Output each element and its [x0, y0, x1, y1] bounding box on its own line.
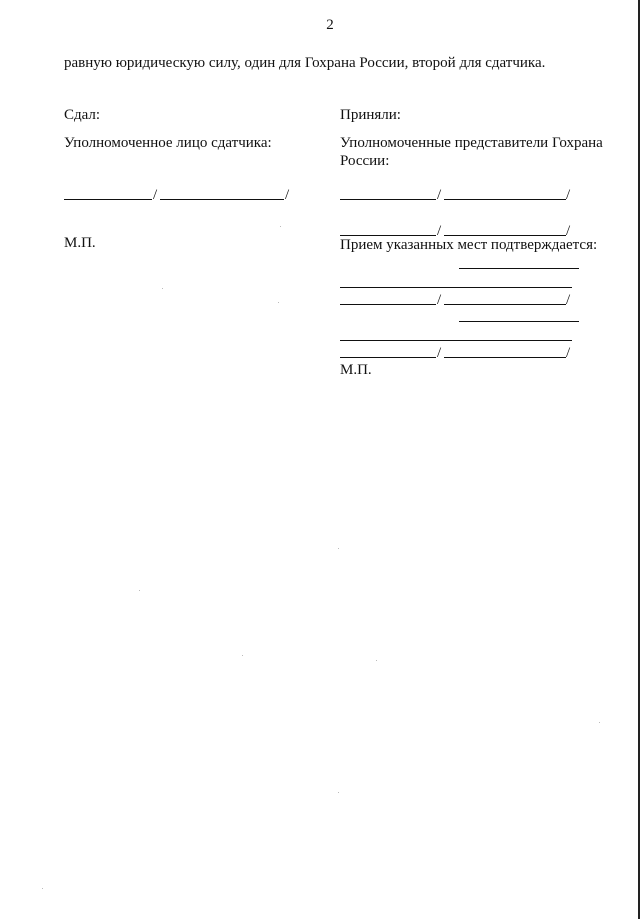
- signature-slash: /: [566, 187, 571, 203]
- confirm-label: Прием указанных мест подтверждается:: [340, 237, 598, 253]
- scan-speck: [139, 590, 140, 591]
- right-signature-line-2: [340, 222, 576, 239]
- name-segment: [444, 304, 566, 305]
- signature-segment: [340, 199, 436, 200]
- scan-speck: [278, 302, 279, 303]
- scan-speck: [280, 226, 281, 227]
- scan-speck: [162, 288, 163, 289]
- scan-speck: [242, 655, 243, 656]
- signature-slash: /: [566, 345, 571, 361]
- left-role-label: Уполномоченное лицо сдатчика:: [64, 135, 272, 151]
- position-line: [459, 321, 579, 322]
- page-number: 2: [326, 17, 334, 33]
- confirm-signature-line-2: [340, 344, 576, 361]
- left-stamp-label: М.П.: [64, 235, 96, 251]
- confirm-signature-line-1: [340, 291, 576, 308]
- signature-slash: /: [437, 223, 442, 239]
- scan-speck: [338, 548, 339, 549]
- signature-slash: /: [566, 292, 571, 308]
- signature-slash: /: [153, 187, 158, 203]
- right-role-label: Уполномоченные представители Гохрана России:: [340, 135, 603, 169]
- scan-speck: [338, 792, 339, 793]
- intro-text: равную юридическую силу, один для Гохрана России, второй для сдатчика.: [64, 55, 546, 71]
- signature-segment: [340, 357, 436, 358]
- signature-slash: /: [437, 292, 442, 308]
- signature-segment: [64, 199, 152, 200]
- signature-slash: /: [566, 223, 571, 239]
- right-signature-line-1: [340, 186, 576, 203]
- left-signature-line: [64, 186, 290, 203]
- scan-speck: [599, 722, 600, 723]
- right-heading: Приняли:: [340, 107, 401, 123]
- organization-line: [340, 340, 572, 341]
- name-segment: [160, 199, 284, 200]
- organization-line: [340, 287, 572, 288]
- left-heading: Сдал:: [64, 107, 101, 123]
- signature-segment: [340, 304, 436, 305]
- position-line: [459, 268, 579, 269]
- signature-slash: /: [437, 345, 442, 361]
- right-stamp-label: М.П.: [340, 362, 372, 378]
- scan-speck: [376, 660, 377, 661]
- scan-speck: [42, 888, 43, 889]
- name-segment: [444, 357, 566, 358]
- signature-slash: /: [285, 187, 290, 203]
- signature-slash: /: [437, 187, 442, 203]
- name-segment: [444, 199, 566, 200]
